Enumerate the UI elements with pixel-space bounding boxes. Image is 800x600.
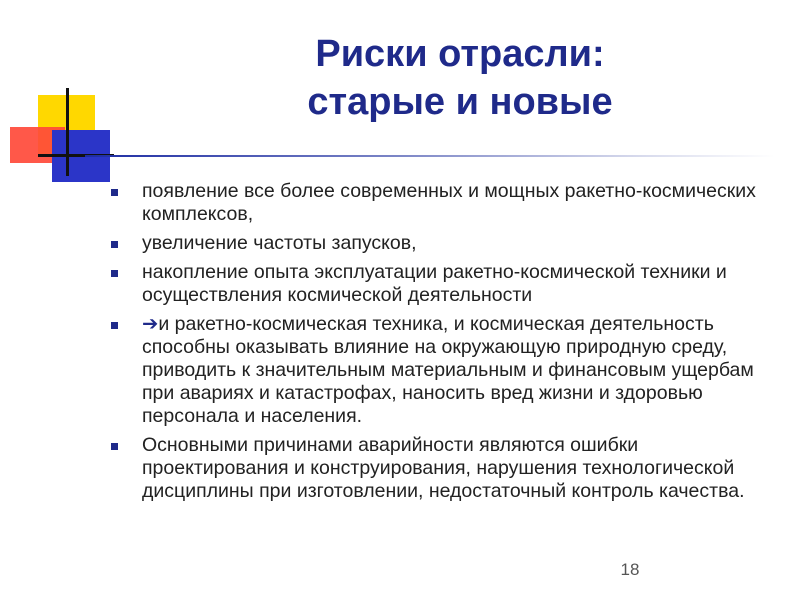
bullet-text: Основными причинами аварийности являются ошибки проектирования и конструирования, нарушения технологической дисциплины при изготовлении, недостаточный контроль качества. bbox=[142, 434, 745, 502]
bullet-item bbox=[107, 434, 767, 503]
arrow-right-icon: ➔ bbox=[142, 313, 159, 335]
title-underline-rule bbox=[85, 155, 775, 157]
bullet-square-icon bbox=[111, 270, 118, 277]
bullet-item bbox=[107, 261, 767, 307]
bullet-item bbox=[107, 232, 767, 255]
bullet-square-icon bbox=[111, 241, 118, 248]
bullet-square-icon bbox=[111, 322, 118, 329]
bullet-text: накопление опыта эксплуатации ракетно-космической техники и осуществления космической деятельности bbox=[142, 261, 727, 306]
page-number: 18 bbox=[620, 560, 640, 579]
bullet-square-icon bbox=[111, 189, 118, 196]
bullet-text: и ракетно-космическая техника, и космическая деятельность способны оказывать влияние на окружающую природную среду, приводить к значительным материальным и финансовым ущербам при авариях и катастрофах, наносить вред жизни и здоровью персонала и населения. bbox=[142, 313, 754, 427]
title-line-1: Риски отрасли: bbox=[315, 33, 605, 75]
title-line-2: старые и новые bbox=[307, 81, 613, 123]
bullet-text: появление все более современных и мощных ракетно-космических комплексов, bbox=[142, 180, 756, 225]
bullet-square-icon bbox=[111, 443, 118, 450]
bullet-item bbox=[107, 313, 767, 428]
bullet-list bbox=[107, 180, 767, 509]
slide-title bbox=[190, 30, 730, 126]
deco-vertical-line bbox=[66, 88, 69, 176]
bullet-item bbox=[107, 180, 767, 226]
bullet-text: увеличение частоты запусков, bbox=[142, 232, 417, 254]
